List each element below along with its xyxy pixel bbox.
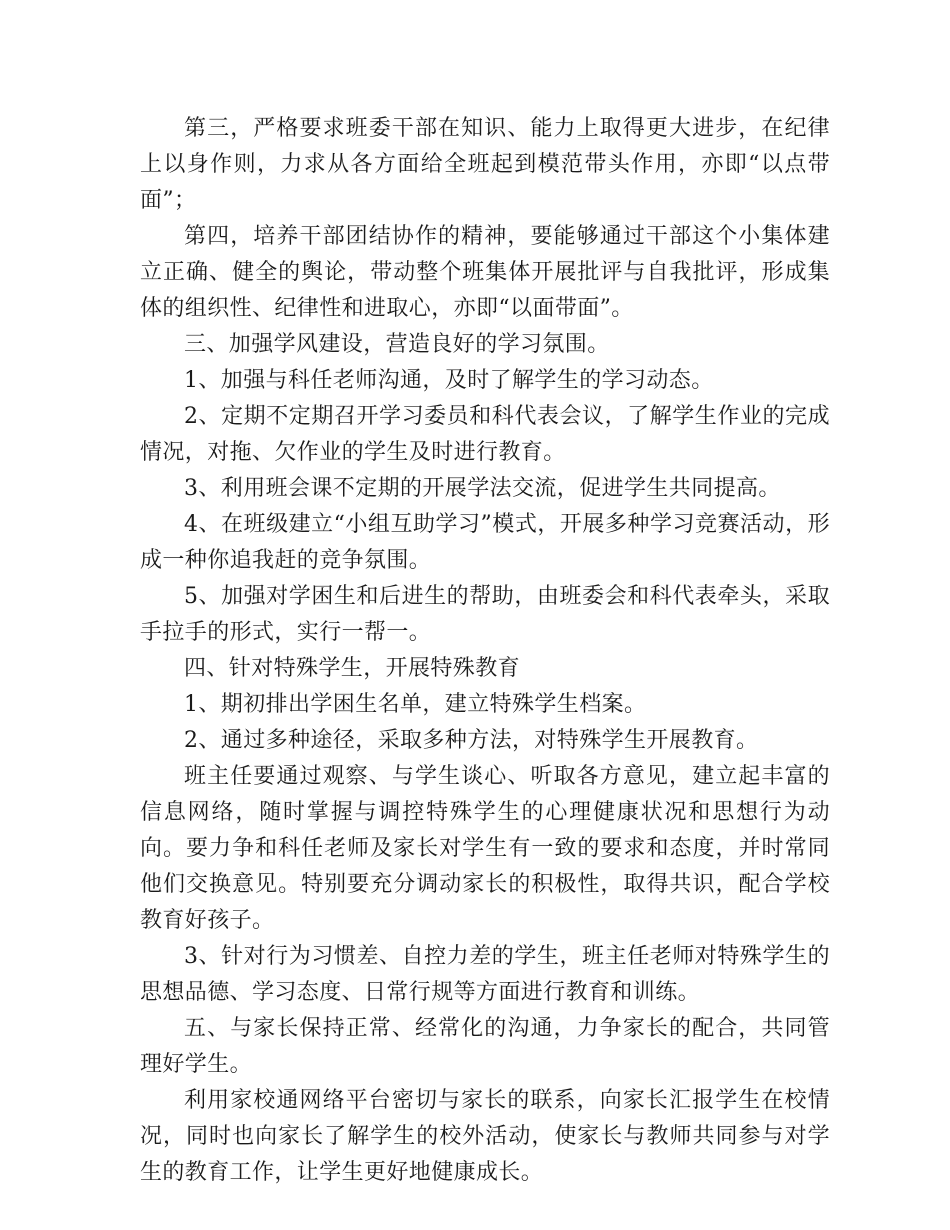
section-heading-special-students: 四、针对特殊学生，开展特殊教育 xyxy=(184,656,521,681)
paragraph-home-school-platform: 利用家校通网络平台密切与家长的联系，向家长汇报学生在校情况，同时也向家长了解学生的校外活动，使家长与教师共同参与对学生的教育工作，让学生更好地健康成长。 xyxy=(140,1088,830,1185)
list-item-behavior-training: 3、针对行为习惯差、自控力差的学生，班主任老师对特殊学生的思想品德、学习态度、日常行规等方面进行教育和训练。 xyxy=(140,944,830,1005)
paragraph-class-cadre-example: 第三，严格要求班委干部在知识、能力上取得更大进步，在纪律上以身作则，力求从各方面给全班起到模范带头作用，亦即“以点带面”； xyxy=(140,116,830,213)
list-item-group-learning: 4、在班级建立“小组互助学习”模式，开展多种学习竞赛活动，形成一种你追我赶的竞争氛围。 xyxy=(140,512,830,573)
list-item-teacher-communication: 1、加强与科任老师沟通，及时了解学生的学习动态。 xyxy=(184,368,714,393)
section-heading-parent-communication: 五、与家长保持正常、经常化的沟通，力争家长的配合，共同管理好学生。 xyxy=(140,1016,830,1077)
document-body xyxy=(140,111,830,1191)
list-item-student-records: 1、期初排出学困生名单，建立特殊学生档案。 xyxy=(184,692,647,717)
list-item-peer-help: 5、加强对学困生和后进生的帮助，由班委会和科代表牵头，采取手拉手的形式，实行一帮一。 xyxy=(140,584,830,645)
section-heading-study-style: 三、加强学风建设，营造良好的学习氛围。 xyxy=(184,332,610,357)
paragraph-head-teacher-network: 班主任要通过观察、与学生谈心、听取各方意见，建立起丰富的信息网络，随时掌握与调控特殊学生的心理健康状况和思想行为动向。要力争和科任老师及家长对学生有一致的要求和态度，并时常同他们交换意见。特别要充分调动家长的积极性，取得共识，配合学校教育好孩子。 xyxy=(140,764,830,933)
paragraph-cadre-teamwork: 第四，培养干部团结协作的精神，要能够通过干部这个小集体建立正确、健全的舆论，带动整个班集体开展批评与自我批评，形成集体的组织性、纪律性和进取心，亦即“以面带面”。 xyxy=(140,224,830,321)
list-item-meetings: 2、定期不定期召开学习委员和科代表会议，了解学生作业的完成情况，对拖、欠作业的学生及时进行教育。 xyxy=(140,404,830,465)
list-item-class-meeting-exchange: 3、利用班会课不定期的开展学法交流，促进学生共同提高。 xyxy=(184,476,781,501)
list-item-education-methods: 2、通过多种途径，采取多种方法，对特殊学生开展教育。 xyxy=(184,728,759,753)
